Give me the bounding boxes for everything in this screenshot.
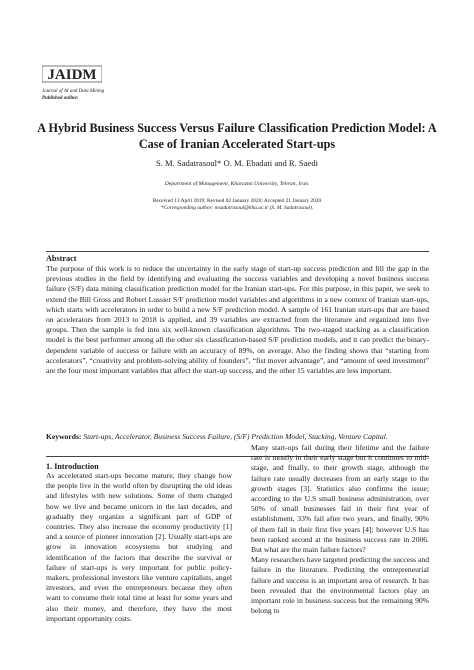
keywords-list: Start-ups, Accelerator, Business Success Failure, (S/F) Prediction Model, Stacking, Venture Capital. xyxy=(83,432,388,441)
top-divider xyxy=(46,251,429,252)
journal-name: Journal of AI and Data Mining xyxy=(42,89,105,94)
intro-left-column xyxy=(46,471,232,624)
intro-paragraph: As accelerated start-ups become mature, they change how the people live in the world often by disrupting the old ideas and lifestyles with new solutions. Some of them changed how we live and became unicorn in the last decades, and gradually they organize a significant part of GDP of countries. They also increase the economy productivity [1] and a source of pioneer innovation [2]. Usually start-ups are grow in innovation ecosystems but studying and identification of the factors that describe the survival or failure of start-ups is very important for public policy-makers, professional investors like venture capitalists, angel investors, and even the entrepreneurs because they often want to consume their total time at least for some years and also their money, and therefore, they have the most important opportunity costs. xyxy=(46,471,232,623)
logo-text: JAIDM xyxy=(47,67,97,83)
author-list: S. M. Sadatrasoul* O. M. Ebadati and R. Saedi xyxy=(155,158,319,168)
intro-paragraph: Many start-ups fail during their lifetime and the failure rate is mostly in their early stage but it continues to mid-stage, and finally, to their growth stage, although the failure rate usually decreases from an early stage to the growth stages [3]. Statistics also confirms the issue; according to the U.S small business administration, over 50% of small businesses fail in their first year of establishment, 33% fail after two years, and finally, 90% of them fail in their first five years [4]; however U.S has been ranked second at the business success rate in 2006. But what are the main failure factors? xyxy=(251,443,429,555)
abstract-text: The purpose of this work is to reduce the uncertainty in the early stage of start-up success prediction and fill the gap in the previous studies in the field by identifying and evaluating the success variables and developing a novel business success failure (S/F) data mining classification prediction model for the Iranian start-ups. For this purpose, in this paper, we seek to extend the Bill Gross and Robert Lussier S/F prediction model variables and algorithms in a new context of Iranian start-ups, which starts with accelerators in order to build a new S/F prediction model. A sample of 161 Iranian start-ups that are based on accelerators from 2013 to 2018 is applied, and 39 variables are extracted from the literature and organized into five groups. Then the sample is fed into six well-known classification algorithms. The two-staged stacking as a classification model is the best performer among all the other six classification-based S/F prediction models, and it can predict the binary-dependent variable of success or failure with an accuracy of 89%, on average. Also the finding shows that “starting from accelerators”, “creativity and problem-solving ability of founders”, “fist mover advantage”, and “amount of seed investment” are the four most important variables that affect the start-up success, and the other 15 variables are less important. xyxy=(46,264,429,376)
intro-right-column xyxy=(251,443,429,616)
paper-title: A Hybrid Business Success Versus Failure Classification Prediction Model: A Case of Iranian Accelerated Start-ups xyxy=(37,121,437,151)
corresponding-author: *Corresponding author: msadatrasoul@khu.ac.ir (S. M. Sadatrasoul). xyxy=(160,205,314,211)
abstract-heading: Abstract xyxy=(46,254,77,263)
dates-block xyxy=(30,198,444,212)
keywords xyxy=(46,432,429,442)
section-heading-introduction: 1. Introduction xyxy=(46,462,99,471)
journal-logo xyxy=(42,62,102,88)
keywords-label: Keywords: xyxy=(46,432,82,441)
received-dates: Received 13 April 2019; Revised 02 January 2020; Accepted 21 January 2020 xyxy=(152,198,322,204)
affiliation: Department of Management, Kharazmi University, Tehran, Iran. xyxy=(164,181,310,187)
intro-paragraph: Many researchers have targeted predicting the success and failure in the literature. Predicting the entrepreneurial failure and success is an important area of research. It has been revealed that the environmental factors play an important role in business success but the remaining 90% belong to xyxy=(251,555,429,616)
journal-info xyxy=(42,89,104,102)
published-online: Published online: xyxy=(42,95,79,101)
